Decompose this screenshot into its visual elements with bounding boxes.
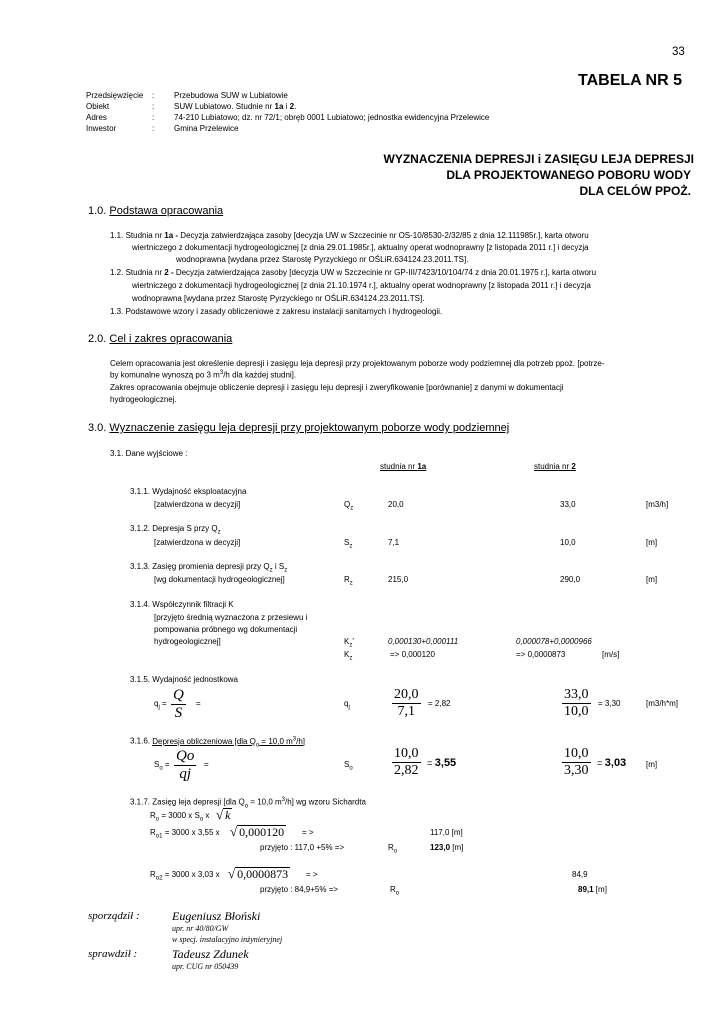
row-label: 3.1.7. Zasięg leja depresji [dla $Q_o = 10,0$ $m^3/h$] wg wzoru Sichardta [130,797,366,810]
paragraph-line: by komunalne wynoszą po 3 $m^3/h$ dla każdej studni]. [110,370,297,380]
sqrt-value-well-2: √ 0,0000873 [228,866,289,881]
value-well-2: 0,000078+0,0000966 [516,637,592,646]
prepared-by-name: Eugeniusz Błoński [172,909,261,923]
header-label: Przedsięwzięcie [86,91,144,100]
accepted-note: przyjęto : 117,0 +5% => [260,843,345,852]
row-label-note: pompowania próbnego wg dokumentacji [154,625,298,634]
header-sep: : [152,113,155,122]
formula-equals: = [196,699,201,708]
list-item-line: wodnoprawna [wydana przez Starostę Pyrzyckiego nr OŚLiR.634124.23.2011.TS]. [132,294,425,303]
formula-fraction: $\frac{Qo}{qj}$ [176,748,195,782]
calc-well-1a: $R_{o1} = 3000$ x 3,55 x [150,828,220,840]
list-item-line: wiertniczego z dokumentacji hydrogeologicznej [z dnia 29.01.1985r.], aktualny operat wodnoprawny [z listopada 2011 r.] i decyzja [132,243,589,252]
fraction-well-1a: $\frac{10,0}{2,82}$ [394,746,419,778]
header-label: Adres [86,113,107,122]
fraction-well-2: $\frac{33,0}{10,0}$ [564,687,589,719]
prepared-by-label: sporządził : [88,910,140,922]
row-symbol: $Q_z$ [344,500,354,512]
row-unit: [m/s] [602,650,620,659]
list-item: 1.3. Podstawowe wzory i zasady obliczeniowe z zakresu instalacji sanitarnych i hydrogeologii. [110,307,443,316]
calc-arrow: = > [302,828,314,837]
main-title-line: DLA CELÓW PPOŻ. [579,184,691,198]
row-unit: [m3/h*m] [646,699,679,708]
value-well-2: 290,0 [560,575,581,584]
checked-by-license: upr. CUG nr 050439 [172,962,239,971]
column-header-well-2: studnia nr 2 [534,462,576,471]
header-value: Gmina Przelewice [174,124,239,133]
paragraph-line: hydrogeologicznej. [110,395,177,404]
value-well-1a: 215,0 [388,575,409,584]
row-symbol: $K_z'$ [344,637,354,649]
value-well-1a: 7,1 [388,538,400,547]
subsection-heading: 3.1. Dane wyjściowe : [110,449,188,458]
list-item-line: wiertniczego z dokumentacji hydrogeologicznej [z dnia 21.10.1974 r.], aktualny operat wodnoprawny [z listopada 2011 r.] i decyzja [132,281,591,290]
result-well-1a: = 2,82 [428,699,451,708]
main-title-line: WYZNACZENIA DEPRESJI i ZASIĘGU LEJA DEPRESJI [383,152,694,166]
value-well-2: 10,0 [560,538,576,547]
value-well-1a: 20,0 [388,500,404,509]
result-well-1a: = 3,55 [427,757,457,769]
header-sep: : [152,91,155,100]
row-unit: [m] [646,575,658,584]
list-item: 1.2. Studnia nr 2 - Decyzja zatwierdzająca zasoby [decyzja UW w Szczecinie nr GP-III/7423/10/104/74 z dnia 20.01.1975 r.], karta otworu [110,268,597,277]
table-title: TABELA NR 5 [578,72,682,89]
prepared-by-license: upr. nr 40/80/GW [172,924,229,933]
row-symbol: $R_o$ [388,843,398,855]
header-value: 74-210 Lubiatowo; dz. nr 72/1; obręb 0001 Lubiatowo; jednostka ewidencyjna Przelewice [174,113,490,122]
paragraph-line: Zakres opracowania obejmuje obliczenie depresji i zasięgu leju depresji i zweryfikowanie [porównanie] z danymi w dokumentacji [110,383,564,392]
paragraph-line: Celem opracowania jest określenie depresji i zasięgu leja depresji przy projektowanym poborze wody podziemnej dla potrzeb ppoż. [potrze- [110,359,605,368]
checked-by-name: Tadeusz Zdunek [172,947,249,961]
row-label-note: hydrogeologicznej] [154,637,221,646]
row-unit: [m] [646,538,658,547]
list-item: 1.1. Studnia nr 1a - Decyzja zatwierdzająca zasoby [decyzja UW w Szczecinie nr OS-10/8530-2/32/85 z dnia 12.111985r.], karta otworu [110,231,589,240]
main-title-line: DLA PROJEKTOWANEGO POBORU WODY [446,168,691,182]
calc-value-well-2: 84,9 [572,870,588,879]
formula-fraction: $\frac{Q}{S}$ [173,687,184,721]
result-well-2: = 3,30 [598,699,621,708]
row-symbol: $q_j$ [344,699,350,711]
row-label: 3.1.4. Współczynnik filtracji K [130,600,234,609]
row-symbol: $K_z$ [344,650,353,662]
header-sep: : [152,102,155,111]
row-label: 3.1.2. Depresja S przy $Q_z$ [130,524,221,536]
accepted-value-well-2: 89,1 [m] [578,885,607,894]
prepared-by-specialty: w specj. instalacyjno inżynieryjnej [172,935,283,944]
formula-equals: = [204,760,209,769]
value-well-2: => 0,0000873 [516,650,566,659]
column-header-well-1a: studnia nr 1a [380,462,427,471]
section-heading: 3.0. Wyznaczenie zasięgu leja depresji przy projektowanym poborze wody podziemnej [88,422,510,434]
calc-value-well-1a: 117,0 [m] [430,828,463,837]
row-label-note: [przyjęto średnią wyznaczona z przesiewu i [154,613,308,622]
formula-lhs: $q_j$ = [154,699,167,711]
section-heading: 1.0. Podstawa opracowania [88,205,224,217]
row-symbol: $S_o$ [344,760,353,772]
row-symbol: $S_z$ [344,538,353,550]
row-unit: [m] [646,760,658,769]
header-value: SUW Lubiatowo. Studnie nr 1a i 2. [174,102,297,111]
sichardt-formula: $R_o = 3000$ x $S_o$ x [150,811,210,823]
fraction-well-2: $\frac{10,0}{3,30}$ [564,746,589,778]
header-label: Obiekt [86,102,110,111]
list-item-line: wodnoprawna [wydana przez Starostę Pyrzyckiego nr OŚLiR.634124.23.2011.TS]. [176,255,469,264]
row-label: 3.1.1. Wydajność eksploatacyjna [130,487,247,496]
row-label: 3.1.5. Wydajność jednostkowa [130,675,238,684]
header-value: Przebudowa SUW w Lubiatowie [174,91,288,100]
result-well-2: = 3,03 [597,757,627,769]
fraction-well-1a: $\frac{20,0}{7,1}$ [394,687,419,719]
row-unit: [m3/h] [646,500,669,509]
checked-by-label: sprawdził : [88,948,138,960]
row-symbol: $R_z$ [344,575,353,587]
formula-lhs: $S_o$ = [154,760,170,772]
value-well-1a: => 0,000120 [390,650,435,659]
row-label: 3.1.3. Zasięg promienia depresji przy $Q_z$ i $S_z$ [130,562,288,574]
section-heading: 2.0. Cel i zakres opracowania [88,333,233,345]
sqrt-k: √ k [216,807,231,822]
calc-well-2: $R_{o2} = 3000$ x 3,03 x [150,870,220,882]
accepted-note: przyjęto : 84,9+5% => [260,885,339,894]
row-label-note: [zatwierdzona w decyzji] [154,500,241,509]
page-number: 33 [672,46,685,58]
value-well-2: 33,0 [560,500,576,509]
row-label-note: [wg dokumentacji hydrogeologicznej] [154,575,285,584]
accepted-value-well-1a: 123,0 [m] [430,843,464,852]
sqrt-value-well-1a: √ 0,000120 [230,824,285,839]
row-label: 3.1.6. Depresja obliczeniowa [dla $Q_o = 10,0$ $m^3/h$] [130,736,306,749]
row-symbol: $R_o$ [390,885,400,897]
header-sep: : [152,124,155,133]
row-label-note: [zatwierdzona w decyzji] [154,538,241,547]
value-well-1a: 0,000130+0,000111 [388,637,459,646]
header-label: Inwestor [86,124,117,133]
calc-arrow: = > [306,870,318,879]
